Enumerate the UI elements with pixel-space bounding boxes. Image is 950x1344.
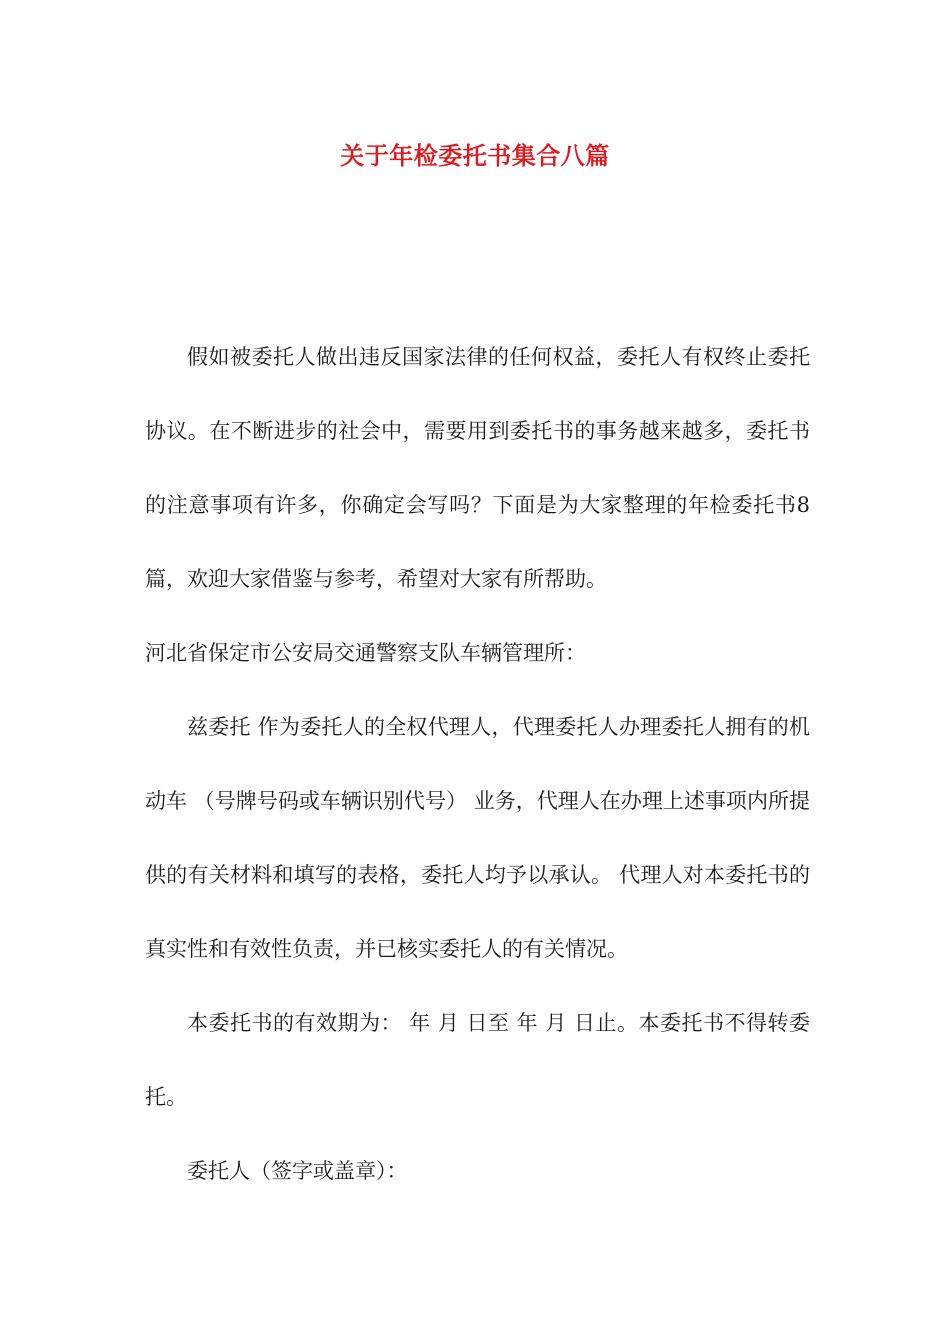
intro-paragraph: 假如被委托人做出违反国家法律的任何权益，委托人有权终止委托协议。在不断进步的社会中，需要用到委托书的事务越来越多，委托书的注意事项有许多，你确定会写吗？下面是为大家整理的年检委托书8篇，欢迎大家借鉴与参考，希望对大家有所帮助。 xyxy=(145,345,810,591)
delegation-paragraph: 兹委托 作为委托人的全权代理人，代理委托人办理委托人拥有的机动车 （号牌号码或车辆识别代号） 业务，代理人在办理上述事项内所提供的有关材料和填写的表格，委托人均予以承认。 代理人对本委托书的真实性和有效性负责，并已核实委托人的有关情况。 xyxy=(145,715,810,961)
document-title: 关于年检委托书集合八篇 xyxy=(340,142,610,170)
document-body xyxy=(145,320,810,1208)
signature-line: 委托人（签字或盖章）： xyxy=(187,1159,408,1183)
addressee-line: 河北省保定市公安局交通警察支队车辆管理所： xyxy=(145,641,586,665)
validity-paragraph: 本委托书的有效期为： 年 月 日至 年 月 日止。本委托书不得转委托。 xyxy=(145,1011,810,1109)
